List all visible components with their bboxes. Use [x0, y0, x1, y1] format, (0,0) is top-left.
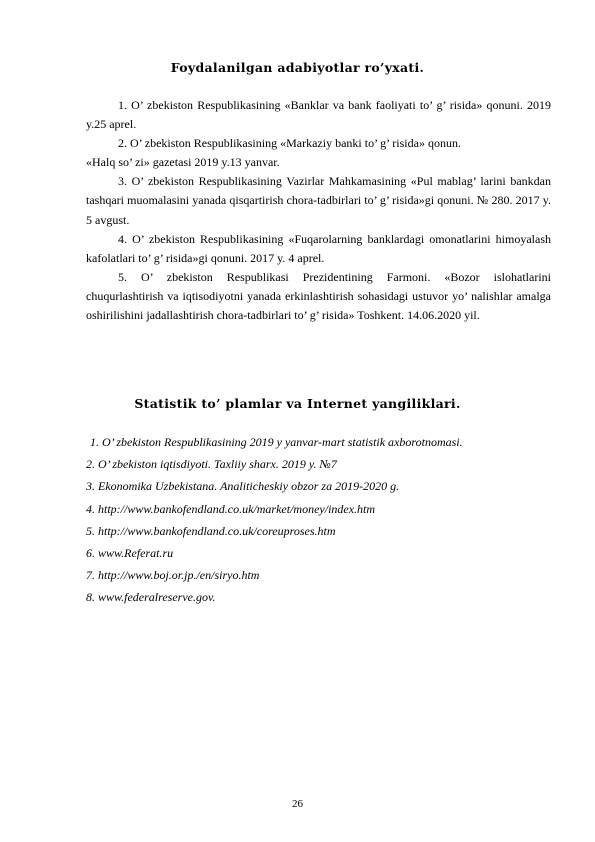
source-link[interactable]: 7. http://www.boj.or.jp./en/siryo.htm: [86, 568, 260, 583]
section-subtitle: Statistik to’ plamlar va Internet yangiliklari.: [134, 396, 461, 411]
source-link[interactable]: 6. www.Referat.ru: [86, 546, 174, 561]
page-title: Foydalanilgan adabiyotlar ro’yxati.: [170, 60, 425, 75]
reference-item: 1. O’ zbekiston Respublikasining «Banklar va bank faoliyati to’ g’ risida» qonuni. 2019 y.25 aprel.: [86, 98, 551, 132]
reference-item: «Halq so’ zi» gazetasi 2019 y.13 yanvar.: [86, 155, 280, 170]
source-link[interactable]: 8. www.federalreserve.gov.: [86, 590, 216, 605]
source-item: 2. O’ zbekiston iqtisdiyoti. Taxliiy sharx. 2019 y. №7: [86, 457, 337, 472]
references-list: [86, 96, 551, 325]
reference-item: 2. O’ zbekiston Respublikasining «Markaziy banki to’ g’ risida» qonun.: [118, 136, 461, 151]
reference-item: 5. O’ zbekiston Respublikasi Prezidentining Farmoni. «Bozor islohatlarini chuqurlashtirish va iqtisodiyotni yanada erkinlashtirish sohasidagi ustuvor yo’ nalishlar amalga oshirilishini jadallashtirish chora-tadbirlari to’ g’ risida» Toshkent. 14.06.2020 yil.: [86, 269, 551, 323]
reference-item: 4. O’ zbekiston Respublikasining «Fuqarolarning banklardagi omonatlarini himoyalash kafolatlari to’ g’ risida»gi qonuni. 2017 y. 4 aprel.: [86, 231, 551, 265]
reference-item: 3. O’ zbekiston Respublikasining Vazirlar Mahkamasining «Pul mablag’ larini bankdan tashqari muomalasini yanada qisqartirish chora-tadbirlari to’ g’ risida»gi qonuni. № 280. 2017 y. 5 avgust.: [86, 174, 551, 227]
source-link[interactable]: 5. http://www.bankofendland.co.uk/coreuproses.htm: [86, 523, 336, 538]
sources-list: [86, 431, 556, 609]
source-item: 3. Ekonomika Uzbekistana. Analiticheskiy obzor za 2019-2020 g.: [86, 479, 400, 494]
source-link[interactable]: 4. http://www.bankofendland.co.uk/market/money/index.htm: [86, 501, 376, 516]
source-item: 1. O’ zbekiston Respublikasining 2019 y yanvar-mart statistik axborotnomasi.: [90, 435, 463, 449]
page-number: 26: [292, 798, 303, 810]
